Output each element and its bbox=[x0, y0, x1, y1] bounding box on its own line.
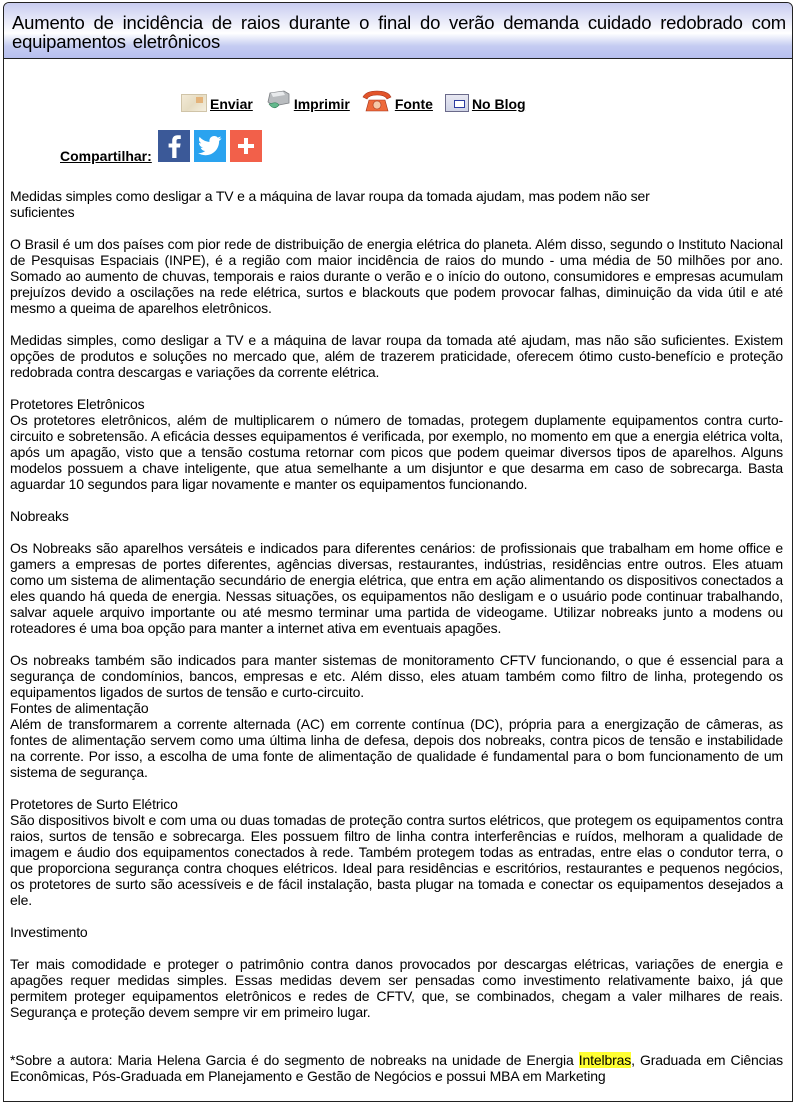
plus-icon bbox=[237, 137, 255, 155]
paragraph: Além de transformarem a corrente alternada (AC) em corrente contínua (DC), própria para a energização de câmeras, as fontes de alimentação servem como uma última linha de defesa, depois dos nobreaks, contra picos de tensão e instabilidade na corrente. Por isso, a escolha de uma fonte de alimentação de qualidade é fundamental para o bom funcionamento de um sistema de segurança. bbox=[10, 716, 783, 780]
share-bar bbox=[60, 130, 266, 162]
section-heading-investimento: Investimento bbox=[10, 924, 88, 940]
paragraph: Ter mais comodidade e proteger o patrimônio contra danos provocados por descargas elétricas, variações de energia e apagões requer medidas simples. Essas medidas devem ser pensadas como investimento relativamente baixo, já que permitem proteger equipamentos eletrônicos e redes de CFTV, que, se combinados, chegam a valer milhares de reais. Segurança e proteção devem sempre vir em primeiro lugar. bbox=[10, 956, 783, 1020]
blog-link[interactable] bbox=[445, 94, 526, 112]
telephone-icon bbox=[362, 90, 392, 112]
section-heading-nobreaks: Nobreaks bbox=[10, 508, 69, 524]
blog-label: No Blog bbox=[471, 96, 526, 112]
paragraph: Os Nobreaks são aparelhos versáteis e indicados para diferentes cenários: de profissionais que trabalham em home office e gamers a empresas de portes diferentes, agências diversas, restaurantes, indústrias, residências entre outros. Eles atuam como um sistema de alimentação secundário de energia elétrica, que entra em ação alimentando os dispositivos conectados a eles quando há queda de energia. Nessas situações, os equipamentos não desligam e o usuário pode continuar trabalhando, salvar aquele arquivo importante ou até mesmo terminar uma partida de videogame. Utilizar nobreaks junto a modens ou roteadores é uma boa opção para manter a internet ativa em eventuais apagões. bbox=[10, 540, 783, 636]
facebook-share-button[interactable] bbox=[158, 130, 190, 162]
print-link[interactable] bbox=[265, 90, 350, 112]
section-heading-fontes: Fontes de alimentação bbox=[10, 700, 149, 716]
source-link[interactable] bbox=[362, 90, 433, 112]
paragraph: Medidas simples, como desligar a TV e a máquina de lavar roupa da tomada até ajudam, mas não são suficientes. Existem opções de produtos e soluções no mercado que, além de trazerem praticidade, oferecem ótimo custo-benefício e proteção redobrada contra descargas e variações da corrente elétrica. bbox=[10, 332, 783, 380]
share-label: Compartilhar: bbox=[60, 148, 152, 164]
article-title: Aumento de incidência de raios durante o final do verão demanda cuidado redobrado com equipamentos eletrônicos bbox=[12, 12, 786, 52]
article-lede: Medidas simples como desligar a TV e a máquina de lavar roupa da tomada ajudam, mas podem não ser suficientes bbox=[10, 188, 650, 220]
paragraph: São dispositivos bivolt e com uma ou duas tomadas de proteção contra surtos elétricos, que protegem os equipamentos contra raios, surtos de tensão e sobrecarga. Eles possuem filtro de linha contra interferências e ruídos, melhoram a qualidade de imagem e áudio dos equipamentos conectados à rede. Também protegem todas as entradas, entre elas o condutor terra, o que proporciona segurança contra choques elétricos. Ideal para residências e escritórios, restaurantes e pequenos negócios, os protetores de surto são acessíveis e de fácil instalação, basta plugar na tomada e conectar os equipamentos desejados a ele. bbox=[10, 812, 783, 908]
section-heading-surto: Protetores de Surto Elétrico bbox=[10, 796, 178, 812]
paragraph: O Brasil é um dos países com pior rede de distribuição de energia elétrica do planeta. Além disso, segundo o Instituto Nacional de Pesquisas Espaciais (INPE), é a região com maior incidência de raios do mundo - uma média de 50 milhões por ano. Somado ao aumento de chuvas, temporais e raios durante o verão e o início do outono, consumidores e empresas acumulam prejuízos devido a oscilações na rede elétrica, surtos e blackouts que podem provocar falhas, diminuição da vida útil e até mesmo a queima de aparelhos eletrônicos. bbox=[10, 236, 783, 316]
author-note-text: *Sobre a autora: Maria Helena Garcia é do segmento de nobreaks na unidade de Energia bbox=[10, 1052, 579, 1068]
highlighted-company: Intelbras bbox=[578, 1052, 632, 1068]
section-heading-protetores: Protetores Eletrônicos bbox=[10, 396, 145, 412]
author-note bbox=[10, 1052, 783, 1084]
twitter-bird-icon bbox=[198, 136, 222, 156]
paragraph: Os protetores eletrônicos, além de multiplicarem o número de tomadas, protegem duplamente equipamentos contra curto-circuito e sobretensão. A eficácia desses equipamentos é verificada, por exemplo, no momento em que a energia elétrica volta, após um apagão, visto que a tensão costuma retornar com picos que podem queimar diversos tipos de aparelhos. Alguns modelos possuem a chave inteligente, que atua semelhante a um disjuntor e que desarma em caso de sobrecarga. Basta aguardar 10 segundos para ligar novamente e manter os equipamentos funcionando. bbox=[10, 412, 783, 492]
article-body bbox=[10, 188, 783, 1084]
send-label: Enviar bbox=[210, 96, 253, 112]
author-note-text-rest: , Graduada em Ciências Econômicas, Pós-Graduada em Planejamento e Gestão de Negócios e possui MBA em Marketing bbox=[10, 1052, 783, 1084]
more-share-button[interactable] bbox=[230, 130, 262, 162]
source-label: Fonte bbox=[394, 96, 433, 112]
twitter-share-button[interactable] bbox=[194, 130, 226, 162]
blog-window-icon bbox=[445, 94, 469, 112]
send-link[interactable] bbox=[181, 94, 253, 112]
print-label: Imprimir bbox=[293, 96, 350, 112]
envelope-icon bbox=[181, 94, 207, 112]
facebook-icon bbox=[166, 134, 182, 158]
article-toolbar bbox=[181, 86, 538, 112]
article-header bbox=[4, 3, 792, 59]
printer-icon bbox=[265, 90, 291, 112]
paragraph: Os nobreaks também são indicados para manter sistemas de monitoramento CFTV funcionando, o que é essencial para a segurança de condomínios, bancos, empresas e etc. Além disso, eles atuam também como filtro de linha, protegendo os equipamentos ligados de surtos de tensão e curto-circuito. bbox=[10, 652, 783, 700]
